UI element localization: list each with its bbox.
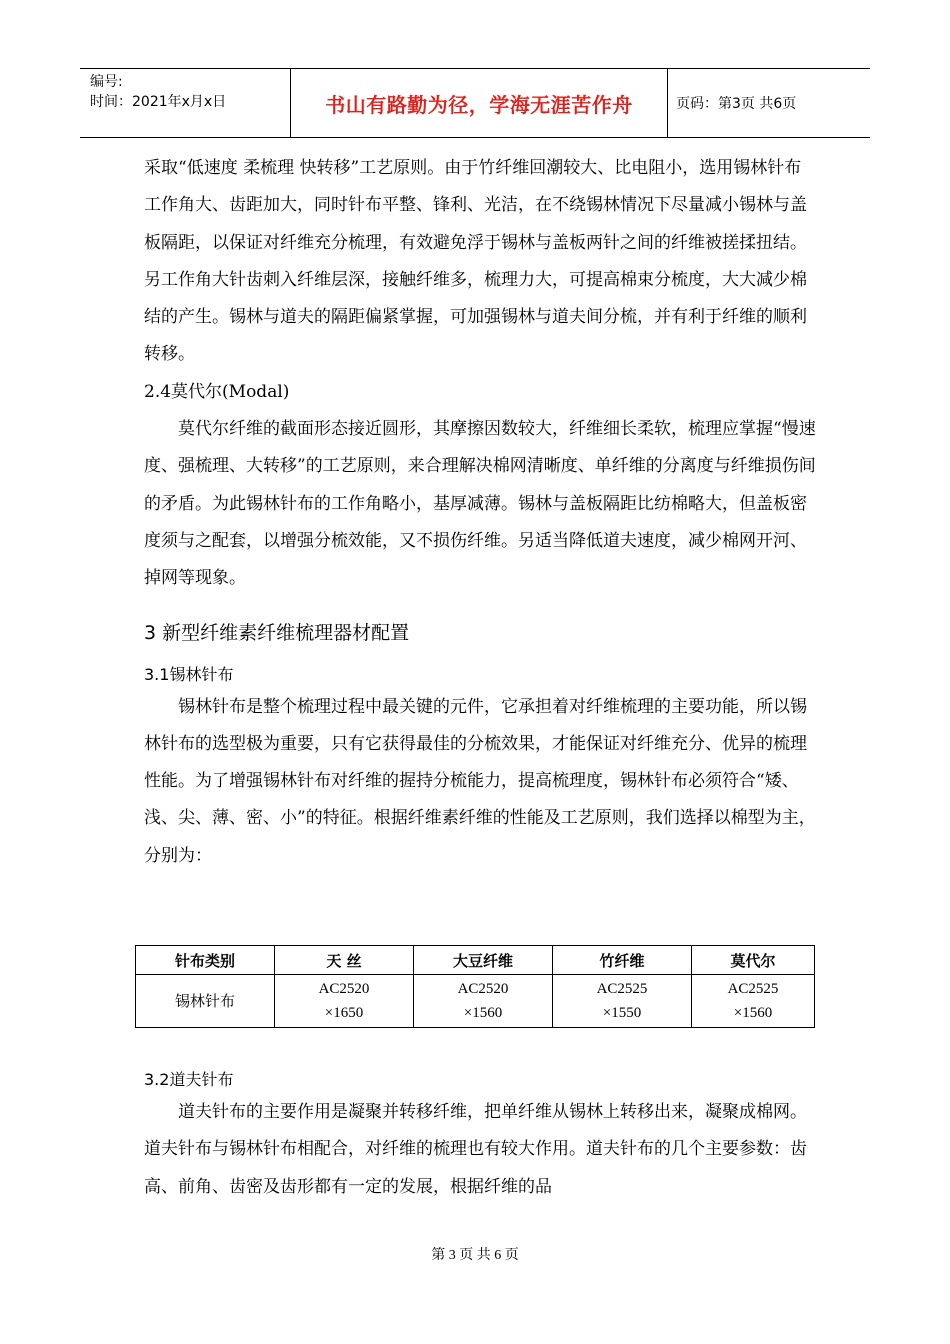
page-footer: 第 3 页 共 6 页 xyxy=(431,1248,519,1263)
section-heading-2-4: 2.4莫代尔(Modal) xyxy=(144,381,290,402)
paragraph: 道夫针布的主要作用是凝聚并转移纤维，把单纤维从锡林上转移出来，凝聚成棉网。道夫针布与锡林针布相配合，对纤维的梳理也有较大作用。道夫针布的几个主要参数：齿高、前角、齿密及齿形都有一定的发展，根据纤维的品 xyxy=(144,1102,807,1197)
paragraph: 采取“低速度 柔梳理 快转移”工艺原则。由于竹纤维回潮较大、比电阻小，选用锡林针布工作角大、齿距加大，同时针布平整、锋利、光洁，在不绕锡林情况下尽量减小锡林与盖板隔距，以保证对纤维充分梳理，有效避免浮于锡林与盖板两针之间的纤维被搓揉扭结。另工作角大针齿刺入纤维层深，接触纤维多，梳理力大，可提高棉束分梳度，大大减少棉结的产生。锡林与道夫的隔距偏紧掌握，可加强锡林与道夫间分梳，并有利于纤维的顺利转移。 xyxy=(144,158,807,365)
paragraph: 锡林针布是整个梳理过程中最关键的元件，它承担着对纤维梳理的主要功能，所以锡林针布的选型极为重要，只有它获得最佳的分梳效果，才能保证对纤维充分、优异的梳理性能。为了增强锡林针布对纤维的握持分梳能力，提高梳理度，锡林针布必须符合“矮、浅、尖、薄、密、小”的特征。根据纤维素纤维的性能及工艺原则，我们选择以棉型为主，分别为： xyxy=(144,696,816,866)
page-header xyxy=(80,68,870,138)
card-clothing-table xyxy=(135,945,815,1028)
table-cell xyxy=(414,975,553,1028)
cell-line: ×1550 xyxy=(602,1005,642,1021)
cell-line: AC2525 xyxy=(727,981,779,997)
table-header-cell: 大豆纤维 xyxy=(414,946,553,975)
table-header-cell: 针布类别 xyxy=(136,946,275,975)
cell-line: ×1560 xyxy=(463,1005,503,1021)
cell-line: AC2520 xyxy=(318,981,370,997)
cell-line: AC2520 xyxy=(457,981,509,997)
section-heading-3: 3 新型纤维素纤维梳理器材配置 xyxy=(144,621,410,644)
header-motto: 书山有路勤为径，学海无涯苦作舟 xyxy=(291,69,668,137)
table-cell xyxy=(275,975,414,1028)
paragraph: 莫代尔纤维的截面形态接近圆形，其摩擦因数较大，纤维细长柔软，梳理应掌握“慢速度、强梳理、大转移”的工艺原则，来合理解决棉网清晰度、单纤维的分离度与纤维损伤间的矛盾。为此锡林针布的工作角略小，基厚减薄。锡林与盖板隔距比纺棉略大，但盖板密度须与之配套，以增强分梳效能，又不损伤纤维。另适当降低道夫速度，减少棉网开河、掉网等现象。 xyxy=(144,419,816,589)
table-cell xyxy=(553,975,692,1028)
table-header-row xyxy=(136,946,815,975)
document-body xyxy=(144,150,816,875)
cell-line: ×1560 xyxy=(733,1005,773,1021)
document-body-continued xyxy=(144,1056,816,1206)
table-header-cell: 莫代尔 xyxy=(692,946,815,975)
number-label: 编号: xyxy=(90,74,123,90)
table-header-cell: 竹纤维 xyxy=(553,946,692,975)
cell-line: ×1650 xyxy=(324,1005,364,1021)
cell-line: AC2525 xyxy=(596,981,648,997)
table-header-cell: 天 丝 xyxy=(275,946,414,975)
header-info xyxy=(80,69,291,137)
section-heading-3-1: 3.1锡林针布 xyxy=(144,664,234,684)
section-heading-3-2: 3.2道夫针布 xyxy=(144,1070,234,1089)
table-row xyxy=(136,975,815,1028)
table-cell xyxy=(692,975,815,1028)
table-cell: 锡林针布 xyxy=(136,975,275,1028)
time-label: 时间：2021年x月x日 xyxy=(90,94,227,110)
header-page-code: 页码：第3页 共6页 xyxy=(676,96,797,112)
